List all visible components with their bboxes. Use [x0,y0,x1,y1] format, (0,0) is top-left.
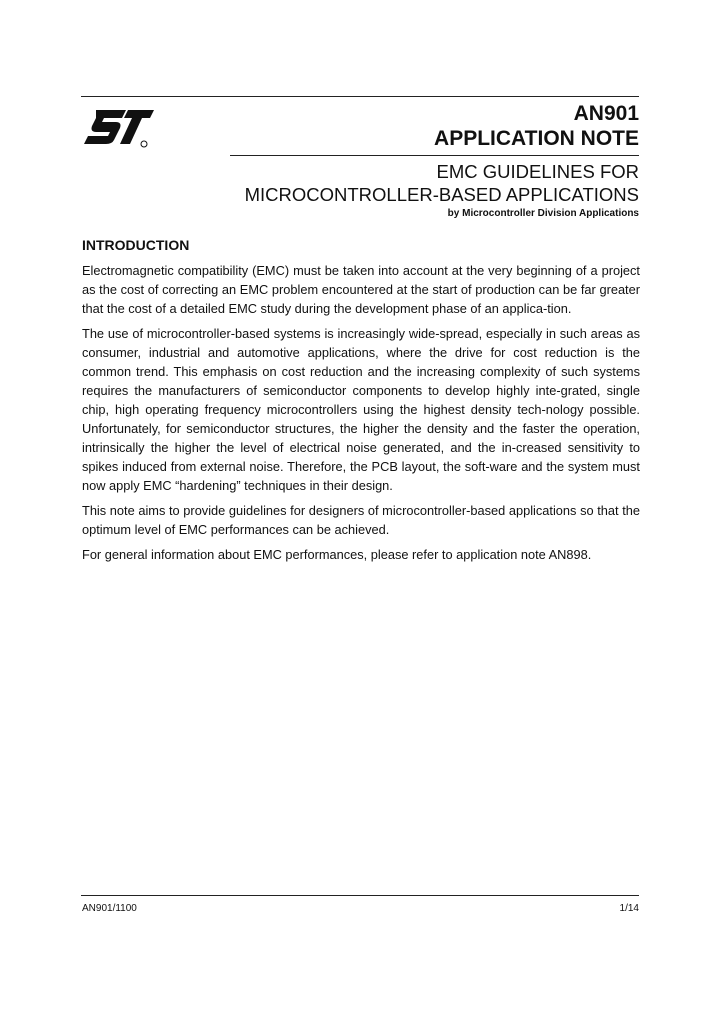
title-line-1: EMC GUIDELINES FOR [436,161,639,182]
document-title [245,160,639,206]
header-rule [81,96,639,97]
byline: by Microcontroller Division Applications [447,208,639,219]
page-number: 1/14 [619,903,639,914]
footer-rule [81,895,639,896]
title-rule [230,155,639,156]
header-block [434,101,639,151]
title-line-2: MICROCONTROLLER-BASED APPLICATIONS [244,184,639,205]
paragraph-1: Electromagnetic compatibility (EMC) must be taken into account at the very beginning of a project as the cost of correcting an EMC problem encountered at the start of production can be far greater that the cost of a detailed EMC study during the development phase of an applica-tion. [82,263,640,316]
footer-doc-ref: AN901/1100 [82,903,137,914]
section-heading: INTRODUCTION [82,237,190,253]
st-logo-icon [82,104,154,150]
paragraph-2: The use of microcontroller-based systems is increasingly wide-spread, especially in such areas as consumer, industrial and automotive applications, where the drive for cost reduction is the common trend. This emphasis on cost reduction and the increasing complexity of such systems requires the manufacturers of semiconductor components to develop highly inte-grated, single chip, high operating frequency microcontrollers using the highest density tech-nology possible. Unfortunately, for semiconductor structures, the higher the density and the faster the operation, intrinsically the higher the level of electrical noise generated, and the in-creased sensitivity to spikes induced from external noise. Therefore, the PCB layout, the soft-ware and the system must now apply EMC “hardening” techniques in their design. [82,326,640,493]
document-id: AN901 [573,102,639,125]
document-type: APPLICATION NOTE [434,127,639,150]
paragraph-4: For general information about EMC performances, please refer to application note AN898. [82,547,592,562]
document-body [82,236,640,570]
paragraph-3: This note aims to provide guidelines for designers of microcontroller-based applications so that the optimum level of EMC performances can be achieved. [82,503,640,537]
